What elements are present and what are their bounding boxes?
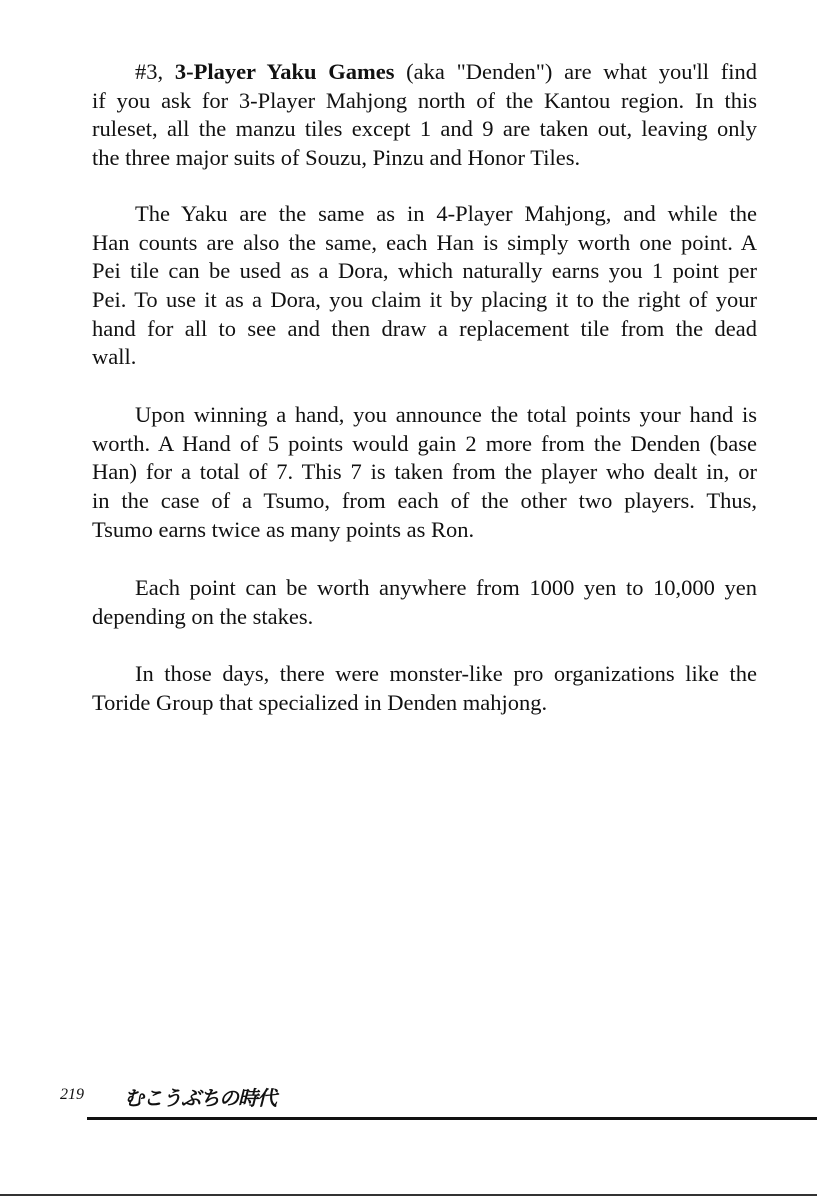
paragraph-stakes bbox=[92, 574, 757, 631]
text-line: in the case of a Tsumo, from each of the other two players. Thus, bbox=[92, 488, 757, 514]
text-span: (aka "Denden") are what you'll find bbox=[394, 59, 757, 84]
text-line: Tsumo earns twice as many points as Ron. bbox=[92, 516, 475, 542]
text-line: wall. bbox=[92, 344, 137, 370]
paragraph-organizations bbox=[92, 660, 757, 717]
text-line: In those days, there were monster-like pro organizations like the bbox=[135, 661, 757, 686]
text-line: worth. A Hand of 5 points would gain 2 more from the Denden (base bbox=[92, 430, 757, 456]
paragraph-3-player-yaku bbox=[92, 58, 757, 173]
paragraph-yaku-han bbox=[92, 200, 757, 372]
text-line: Upon winning a hand, you announce the total points your hand is bbox=[135, 402, 757, 427]
paragraph-winning bbox=[92, 401, 757, 544]
text-line: Each point can be worth anywhere from 1000 yen to 10,000 yen bbox=[135, 575, 757, 600]
text-line: Toride Group that specialized in Denden mahjong. bbox=[92, 689, 548, 715]
text-line: the three major suits of Souzu, Pinzu and Honor Tiles. bbox=[92, 145, 581, 171]
book-title: むこうぶちの時代 bbox=[124, 1086, 276, 1110]
text-line: depending on the stakes. bbox=[92, 603, 314, 629]
bold-term: 3-Player Yaku Games bbox=[174, 59, 395, 84]
footer-rule bbox=[87, 1117, 817, 1120]
text-line: Pei tile can be used as a Dora, which naturally earns you 1 point per bbox=[92, 258, 757, 284]
page-number: 219 bbox=[60, 1086, 84, 1103]
text-span: #3, bbox=[135, 59, 175, 84]
text-line: The Yaku are the same as in 4-Player Mahjong, and while the bbox=[135, 201, 757, 226]
page-edge-line bbox=[0, 1194, 817, 1196]
text-line: ruleset, all the manzu tiles except 1 and 9 are taken out, leaving only bbox=[92, 116, 757, 142]
text-line bbox=[92, 58, 757, 87]
text-line: hand for all to see and then draw a replacement tile from the dead bbox=[92, 315, 757, 341]
text-line: if you ask for 3-Player Mahjong north of the Kantou region. In this bbox=[92, 87, 757, 113]
text-line: Han counts are also the same, each Han is simply worth one point. A bbox=[92, 229, 757, 255]
text-line: Pei. To use it as a Dora, you claim it by placing it to the right of your bbox=[92, 287, 757, 313]
text-line: Han) for a total of 7. This 7 is taken from the player who dealt in, or bbox=[92, 459, 757, 485]
